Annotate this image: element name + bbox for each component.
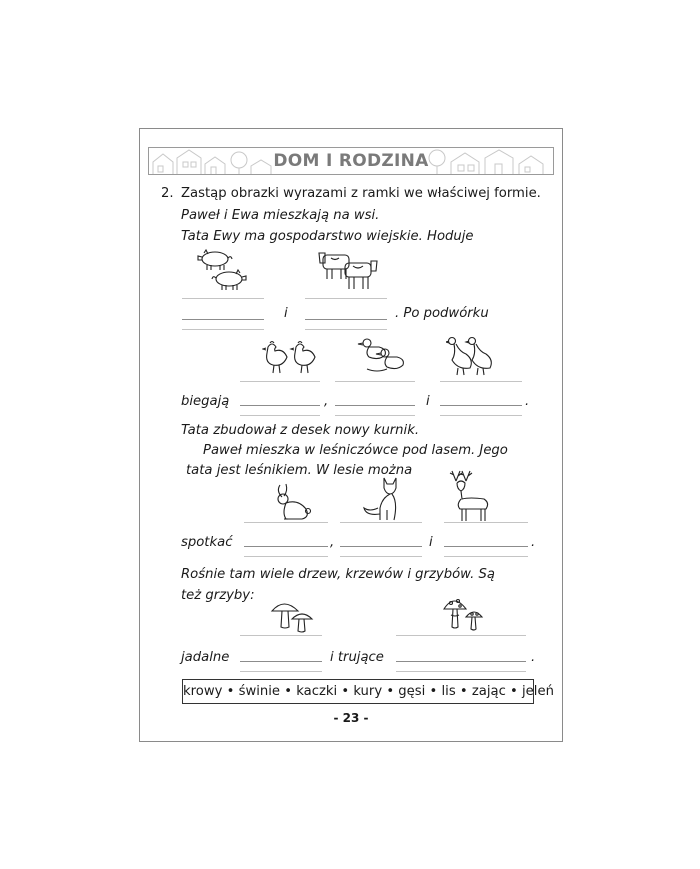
chickens-icon — [262, 339, 322, 379]
answer-guide-line — [440, 381, 522, 382]
toadstools-picture — [440, 595, 484, 635]
conjunction-i: i — [429, 535, 433, 550]
story-text-podworku: . Po podwórku — [395, 306, 489, 321]
pigs-icon — [195, 247, 247, 293]
ducks-picture — [357, 335, 411, 379]
answer-guide-line — [240, 635, 322, 636]
answer-guide-line — [305, 298, 387, 299]
fox-picture — [360, 474, 412, 524]
story-text-trujace: i trujące — [330, 650, 384, 665]
story-line-grzyby: też grzyby: — [181, 588, 255, 603]
answer-line-hare[interactable] — [244, 546, 328, 547]
answer-line-toadstools[interactable] — [396, 661, 526, 662]
answer-guide-line — [444, 556, 528, 557]
pigs-picture — [195, 247, 247, 293]
answer-line-fox[interactable] — [340, 546, 422, 547]
answer-guide-line — [182, 298, 264, 299]
word-bank-box: krowy • świnie • kaczki • kury • gęsi • lis • zając • jeleń — [182, 679, 534, 704]
geese-picture — [446, 335, 498, 381]
toadstools-icon — [440, 595, 484, 635]
story-text-biegaja: biegają — [181, 394, 230, 409]
hare-icon — [272, 481, 314, 523]
ducks-icon — [357, 335, 411, 379]
answer-guide-line — [240, 381, 320, 382]
story-line-1: Paweł i Ewa mieszkają na wsi. — [181, 208, 380, 223]
fox-icon — [360, 474, 412, 524]
worksheet-page — [139, 128, 563, 742]
answer-guide-line — [440, 415, 522, 416]
answer-guide-line — [240, 415, 320, 416]
answer-guide-line — [335, 415, 415, 416]
answer-guide-line — [396, 671, 526, 672]
period: . — [525, 394, 530, 409]
hare-picture — [272, 481, 314, 523]
comma: , — [324, 394, 329, 409]
answer-line-deer[interactable] — [444, 546, 528, 547]
answer-line-geese[interactable] — [440, 405, 522, 406]
deer-icon — [448, 467, 494, 525]
answer-guide-line — [240, 671, 322, 672]
answer-line-cows[interactable] — [305, 319, 387, 320]
geese-icon — [446, 335, 498, 381]
conjunction-i: i — [426, 394, 430, 409]
cows-picture — [317, 247, 379, 293]
instruction-text: Zastąp obrazki wyrazami z ramki we właściwej formie. — [181, 186, 541, 201]
answer-guide-line — [182, 329, 264, 330]
answer-guide-line — [340, 522, 422, 523]
answer-line-ducks[interactable] — [335, 405, 415, 406]
edible-mushrooms-icon — [270, 599, 314, 635]
answer-guide-line — [396, 635, 526, 636]
page-number: - 23 - — [333, 711, 369, 725]
edible-mushrooms-picture — [270, 599, 314, 635]
story-line-drzewa: Rośnie tam wiele drzew, krzewów i grzybów. Są — [181, 567, 495, 582]
answer-guide-line — [244, 522, 328, 523]
story-line-kurnik: Tata zbudował z desek nowy kurnik. — [181, 423, 420, 438]
answer-line-pigs[interactable] — [182, 319, 264, 320]
exercise-number: 2. — [161, 186, 174, 201]
story-line-lesniczowka: Paweł mieszka w leśniczówce pod lasem. Jego — [203, 443, 508, 458]
period: . — [531, 535, 536, 550]
deer-picture — [448, 467, 494, 525]
answer-guide-line — [335, 381, 415, 382]
story-line-2: Tata Ewy ma gospodarstwo wiejskie. Hoduje — [181, 229, 474, 244]
answer-guide-line — [244, 556, 328, 557]
answer-line-chickens[interactable] — [240, 405, 320, 406]
story-text-spotkac: spotkać — [181, 535, 233, 550]
header-banner — [148, 147, 554, 175]
cows-icon — [317, 247, 379, 293]
answer-line-edible-mushrooms[interactable] — [240, 661, 322, 662]
answer-guide-line — [305, 329, 387, 330]
page-title: DOM I RODZINA — [273, 151, 429, 171]
story-line-lesnik: tata jest leśnikiem. W lesie można — [186, 463, 413, 478]
conjunction-i: i — [284, 306, 288, 321]
comma: , — [330, 535, 335, 550]
answer-guide-line — [444, 522, 528, 523]
chickens-picture — [262, 339, 322, 379]
story-text-jadalne: jadalne — [181, 650, 230, 665]
answer-guide-line — [340, 556, 422, 557]
period: . — [531, 650, 536, 665]
